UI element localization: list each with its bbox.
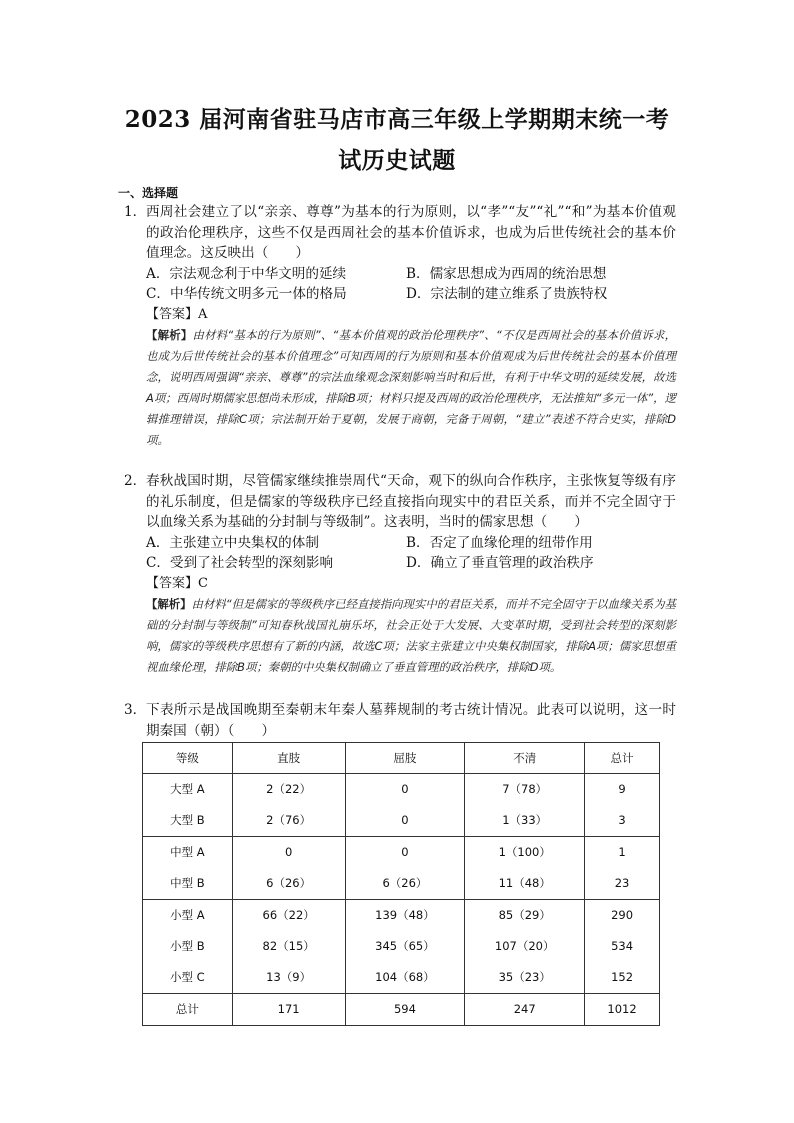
cell-value: 1（33） xyxy=(502,813,548,827)
answer-line: 【答案】C xyxy=(146,575,208,591)
cell-value: 11（48） xyxy=(498,876,551,890)
analysis-label: 【解析】 xyxy=(146,328,193,342)
question-stem: 西周社会建立了以“亲亲、尊尊”为基本的行为原则，以“孝”“友”“礼”“和”为基本价值观的政治伦理秩序，这些不仅是西周社会的基本价值诉求，也成为后世传统社会的基本价值理念。这反映出（ ） xyxy=(146,204,676,261)
column-header: 等级 xyxy=(143,743,233,774)
analysis-body: 由材料“基本的行为原则”、“基本价值观的政治伦理秩序”、“不仅是西周社会的基本价值诉求，也成为后世传统社会的基本价值理念”可知西周的行为原则和基本价值观成为后世传统社会的基本价值理念，说明西周强调“亲亲、尊尊”的宗法血缘观念深刻影响当时和后世，有利于中华文明的延续发展，故选A项；西周时期儒家思想尚未形成，排除B项；材料只提及西周的政治伦理秩序，无法推知“多元一体”，逻辑推理错误，排除C项；宗法制开始于夏朝，发展于商朝，完备于周朝，“建立”表述不符合史实，排除D项。 xyxy=(146,328,676,447)
cell-value: 247 xyxy=(513,1002,536,1016)
cell-value: 13（9） xyxy=(266,970,312,984)
table-cell xyxy=(232,837,345,900)
table-row xyxy=(143,994,660,1026)
option-a: A．宗法观念利于中华文明的延续 xyxy=(146,265,347,282)
cell-value: 594 xyxy=(393,1002,416,1016)
column-header: 不清 xyxy=(465,743,585,774)
column-header: 屈肢 xyxy=(345,743,465,774)
cell-value: 0 xyxy=(401,782,409,796)
table-cell xyxy=(465,837,585,900)
question-options xyxy=(146,533,676,574)
table-cell xyxy=(143,994,233,1026)
table-cell xyxy=(345,900,465,994)
table-cell xyxy=(345,994,465,1026)
question-2 xyxy=(124,471,676,678)
question-3 xyxy=(124,700,676,741)
cell-value: 0 xyxy=(284,845,293,859)
cell-value: 中型 B xyxy=(170,876,205,890)
option-d: D．确立了垂直管理的政治秩序 xyxy=(406,555,594,571)
option-c: C．受到了社会转型的深刻影响 xyxy=(146,555,334,571)
table-cell xyxy=(232,994,345,1026)
cell-value: 中型 A xyxy=(170,845,205,859)
question-1 xyxy=(124,202,676,451)
table-cell xyxy=(232,774,345,837)
option-c: C．中华传统文明多元一体的格局 xyxy=(146,286,347,302)
section-heading: 一、选择题 xyxy=(118,186,179,200)
cell-value: 66（22） xyxy=(262,908,315,922)
cell-value: 6（26） xyxy=(266,876,312,890)
cell-value: 总计 xyxy=(175,1002,199,1016)
question-number: 1． xyxy=(124,204,147,220)
analysis-text xyxy=(146,594,676,678)
page-title-line1: 2023 届河南省驻马店市高三年级上学期期末统一考 xyxy=(124,106,670,133)
question-number: 2． xyxy=(124,473,147,489)
table-cell xyxy=(585,774,660,837)
table-body xyxy=(143,774,660,1026)
cell-value: 小型 B xyxy=(170,939,205,953)
table-row xyxy=(143,837,660,900)
cell-value: 6（26） xyxy=(382,876,428,890)
table-cell xyxy=(465,994,585,1026)
question-number: 3． xyxy=(124,702,147,718)
cell-value: 290 xyxy=(611,908,634,922)
cell-value: 0 xyxy=(401,845,409,859)
analysis-body: 由材料“但是儒家的等级秩序已经直接指向现实中的君臣关系，而并不完全固守于以血缘关系为基础的分封制与等级制”可知春秋战国礼崩乐坏，社会正处于大发展、大变革时期，受到社会转型的深刻影响，儒家的等级秩序思想有了新的内涵，故选C项；法家主张建立中央集权制国家，排除A项；儒家思想重视血缘伦理，排除B项；秦朝的中央集权制确立了垂直管理的政治秩序，排除D项。 xyxy=(146,597,676,674)
cell-value: 85（29） xyxy=(498,908,551,922)
question-stem: 下表所示是战国晚期至秦朝末年秦人墓葬规制的考古统计情况。此表可以说明，这一时期秦国（朝）（ ） xyxy=(146,702,676,739)
option-d: D．宗法制的建立维系了贵族特权 xyxy=(406,286,608,302)
cell-value: 小型 A xyxy=(170,908,205,922)
column-header: 总计 xyxy=(585,743,660,774)
burial-statistics-table xyxy=(142,742,660,1026)
cell-value: 3 xyxy=(618,813,626,827)
table-cell xyxy=(232,900,345,994)
option-b: B．儒家思想成为西周的统治思想 xyxy=(406,265,607,282)
cell-value: 2（76） xyxy=(266,813,312,827)
table-cell xyxy=(143,774,233,837)
cell-value: 139（48） xyxy=(375,908,435,922)
table-cell xyxy=(585,994,660,1026)
answer-line: 【答案】A xyxy=(146,306,208,322)
cell-value: 0 xyxy=(401,813,409,827)
cell-value: 35（23） xyxy=(498,970,551,984)
cell-value: 345（65） xyxy=(375,939,435,953)
cell-value: 152 xyxy=(611,970,634,984)
cell-value: 104（68） xyxy=(375,970,435,984)
table-cell xyxy=(345,837,465,900)
table-cell xyxy=(585,900,660,994)
cell-value: 1（100） xyxy=(498,845,551,859)
table-cell xyxy=(585,837,660,900)
question-stem: 春秋战国时期，尽管儒家继续推崇周代“天命，观下的纵向合作秩序，主张恢复等级有序的礼乐制度，但是儒家的等级秩序已经直接指向现实中的君臣关系，而并不完全固守于以血缘关系为基础的分封制与等级制”。这表明，当时的儒家思想（ ） xyxy=(146,473,676,530)
cell-value: 107（20） xyxy=(494,939,555,953)
table-row xyxy=(143,774,660,837)
table-cell xyxy=(465,774,585,837)
cell-value: 1012 xyxy=(607,1002,637,1016)
cell-value: 1 xyxy=(618,845,626,859)
cell-value: 23 xyxy=(614,876,630,890)
table-cell xyxy=(345,774,465,837)
analysis-label: 【解析】 xyxy=(146,597,192,611)
column-header: 直肢 xyxy=(232,743,345,774)
question-options xyxy=(146,264,676,305)
cell-value: 小型 C xyxy=(170,970,205,984)
cell-value: 7（78） xyxy=(502,782,548,796)
option-b: B．否定了血缘伦理的纽带作用 xyxy=(406,534,593,551)
analysis-text xyxy=(146,325,676,451)
cell-value: 2（22） xyxy=(266,782,312,796)
cell-value: 大型 B xyxy=(170,813,205,827)
table-header-row xyxy=(143,743,660,774)
cell-value: 大型 A xyxy=(170,782,205,796)
table-cell xyxy=(143,900,233,994)
table-row xyxy=(143,900,660,994)
cell-value: 171 xyxy=(277,1002,300,1016)
option-a: A．主张建立中央集权的体制 xyxy=(146,534,319,551)
cell-value: 534 xyxy=(611,939,634,953)
cell-value: 82（15） xyxy=(262,939,315,953)
page-title-line2: 试历史试题 xyxy=(338,147,456,174)
table-cell xyxy=(465,900,585,994)
cell-value: 9 xyxy=(618,782,626,796)
table-cell xyxy=(143,837,233,900)
